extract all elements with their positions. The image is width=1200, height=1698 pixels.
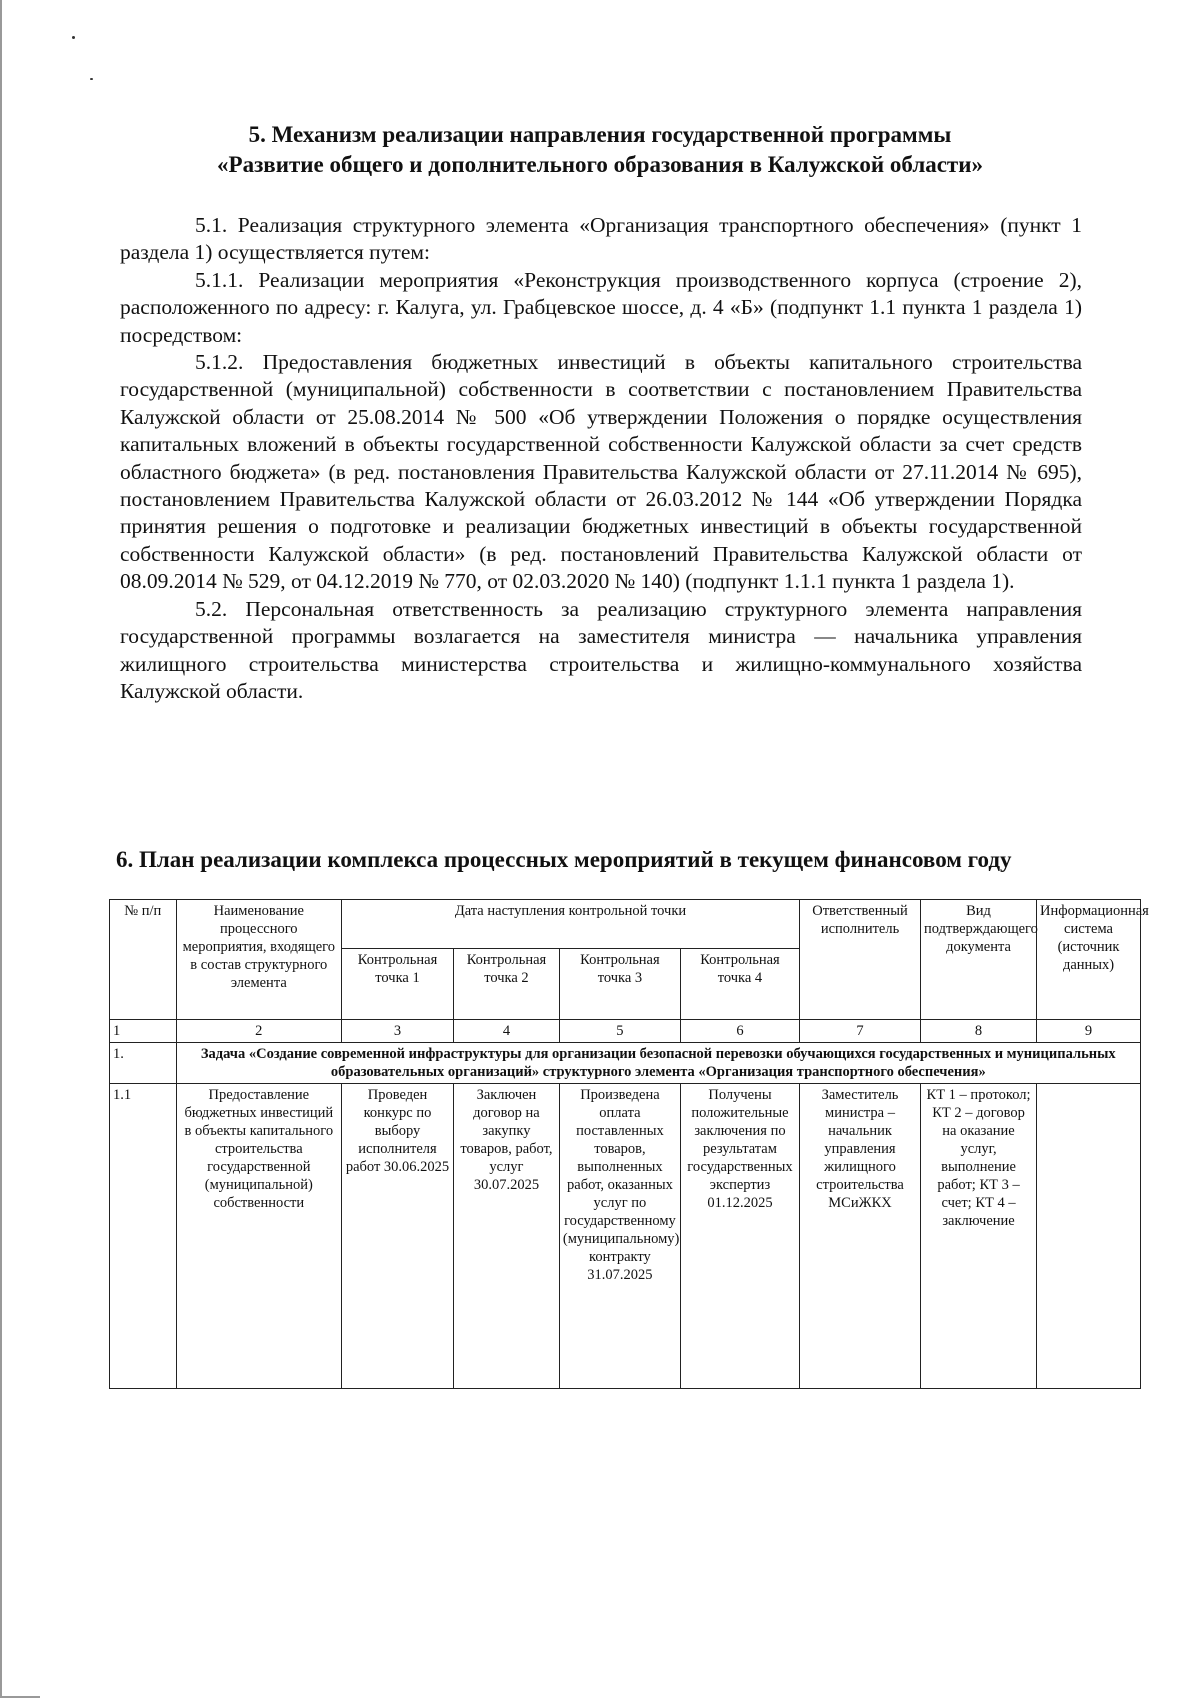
section-6-title: 6. План реализации комплекса процессных мероприятий в текущем финансовом году	[116, 847, 1012, 872]
table-header-row	[110, 900, 1141, 949]
header-responsible: Ответственный исполнитель	[799, 900, 920, 1020]
row-kt1: Проведен конкурс по выбору исполнителя работ 30.06.2025	[342, 1084, 454, 1389]
header-date-group: Дата наступления контрольной точки	[342, 900, 800, 949]
scan-speck	[90, 78, 93, 80]
task-text: Задача «Создание современной инфраструктуры для организации безопасной перевозки обучающихся государственных и муниципальных образовательных организаций» структурного элемента «Организация транспортного обеспечения»	[176, 1043, 1140, 1084]
scan-speck	[72, 36, 75, 39]
task-num: 1.	[110, 1043, 177, 1084]
column-number: 2	[176, 1020, 341, 1043]
row-responsible: Заместитель министра – начальник управления жилищного строительства МСиЖКХ	[799, 1084, 920, 1389]
section-5-body	[120, 212, 1082, 705]
table-row	[110, 1084, 1141, 1389]
column-number: 9	[1037, 1020, 1141, 1043]
row-kt2: Заключен договор на закупку товаров, работ, услуг 30.07.2025	[453, 1084, 559, 1389]
paragraph-5-2: 5.2. Персональная ответственность за реализацию структурного элемента направления государственной программы возлагается на заместителя министра — начальника управления жилищного строительства министерства строительства и жилищно-коммунального хозяйства Калужской области.	[120, 596, 1082, 703]
header-doc-type: Вид подтверждающего документа	[921, 900, 1037, 1020]
column-number: 4	[453, 1020, 559, 1043]
task-row	[110, 1043, 1141, 1084]
header-kt1: Контрольная точка 1	[342, 949, 454, 1020]
column-number: 5	[559, 1020, 680, 1043]
paragraph-5-1: 5.1. Реализация структурного элемента «Организация транспортного обеспечения» (пункт 1 раздела 1) осуществляется путем:	[120, 213, 1082, 265]
header-kt3: Контрольная точка 3	[559, 949, 680, 1020]
paragraph-5-1-2: 5.1.2. Предоставления бюджетных инвестиций в объекты капитального строительства государственной (муниципальной) собственности в соответствии с постановлением Правительства Калужской области от 25.08.2014 № 500 «Об утверждении Положения о порядке осуществления капитальных вложений в объекты государственной собственности Калужской области за счет средств областного бюджета» (в ред. постановления Правительства Калужской области от 27.11.2014 № 695), постановлением Правительства Калужской области от 26.03.2012 № 144 «Об утверждении Порядка принятия решения о подготовке и реализации бюджетных инвестиций в объекты государственной собственности Калужской области» (в ред. постановлений Правительства Калужской области от 08.09.2014 № 529, от 04.12.2019 № 770, от 02.03.2020 № 140) (подпункт 1.1.1 пункта 1 раздела 1).	[120, 350, 1082, 594]
section-5-title	[120, 120, 1080, 180]
column-number: 8	[921, 1020, 1037, 1043]
header-kt2: Контрольная точка 2	[453, 949, 559, 1020]
section-5-title-line-1: 5. Механизм реализации направления государственной программы	[248, 122, 952, 147]
row-name: Предоставление бюджетных инвестиций в объекты капитального строительства государственной (муниципальной) собственности	[176, 1084, 341, 1389]
header-num: № п/п	[110, 900, 177, 1020]
header-info-system: Информационная система (источник данных)	[1037, 900, 1141, 1020]
column-number: 1	[110, 1020, 177, 1043]
column-number: 3	[342, 1020, 454, 1043]
paragraph-5-1-1: 5.1.1. Реализации мероприятия «Реконструкция производственного корпуса (строение 2), расположенного по адресу: г. Калуга, ул. Грабцевское шоссе, д. 4 «Б» (подпункт 1.1 пункта 1 раздела 1) посредством:	[120, 267, 1082, 347]
section-5-title-line-2: «Развитие общего и дополнительного образования в Калужской области»	[217, 152, 983, 177]
row-kt3: Произведена оплата поставленных товаров, выполненных работ, оказанных услуг по государственному (муниципальному) контракту 31.07.2025	[559, 1084, 680, 1389]
scan-edge	[0, 0, 2, 1698]
row-num: 1.1	[110, 1084, 177, 1389]
row-info-system	[1037, 1084, 1141, 1389]
row-doc-type: КТ 1 – протокол; КТ 2 – договор на оказание услуг, выполнение работ; КТ 3 – счет; КТ 4 – заключение	[921, 1084, 1037, 1389]
column-number-row	[110, 1020, 1141, 1043]
row-kt4: Получены положительные заключения по результатам государственных экспертиз 01.12.2025	[680, 1084, 799, 1389]
implementation-plan-table	[109, 899, 1149, 1389]
column-number: 7	[799, 1020, 920, 1043]
header-name: Наименование процессного мероприятия, входящего в состав структурного элемента	[176, 900, 341, 1020]
header-kt4: Контрольная точка 4	[680, 949, 799, 1020]
column-number: 6	[680, 1020, 799, 1043]
